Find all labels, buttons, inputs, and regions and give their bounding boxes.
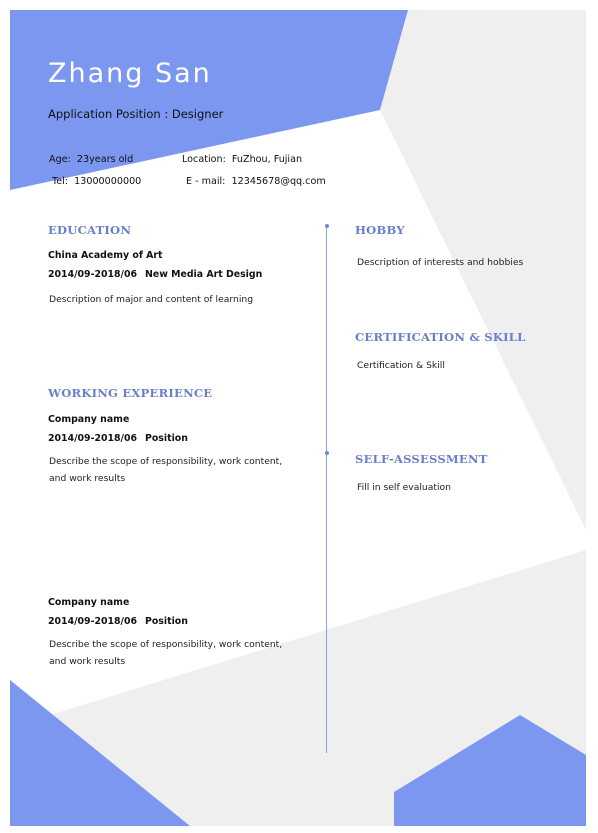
certification-title: CERTIFICATION & SKILL: [355, 330, 526, 344]
email-value: 12345678@qq.com: [231, 176, 326, 187]
education-title: EDUCATION: [48, 223, 132, 237]
resume-page: [10, 10, 586, 826]
work-desc-line1: Describe the scope of responsibility, work content,: [49, 639, 283, 650]
divider-dot-middle: [325, 451, 329, 455]
work-title: WORKING EXPERIENCE: [48, 386, 213, 400]
location-row: [182, 154, 302, 165]
education-description: Description of major and content of learning: [49, 294, 254, 305]
certification-description: Certification & Skill: [357, 360, 445, 371]
work-period: 2014/09-2018/06: [48, 616, 138, 627]
work-desc-line2: and work results: [49, 473, 126, 484]
work-desc-line1: Describe the scope of responsibility, work content,: [49, 456, 283, 467]
age-value: 23years old: [76, 154, 134, 165]
location-label: Location:: [182, 154, 226, 165]
column-divider: [326, 228, 327, 753]
age-label: Age:: [49, 154, 71, 165]
education-school: China Academy of Art: [48, 250, 163, 261]
application-position-value: Designer: [171, 107, 224, 121]
tel-value: 13000000000: [74, 176, 142, 187]
work-position: Position: [145, 433, 188, 444]
work-company: Company name: [48, 597, 130, 608]
education-period: 2014/09-2018/06: [48, 269, 138, 280]
age-row: [49, 154, 133, 165]
work-position: Position: [145, 616, 188, 627]
tel-row: [52, 176, 141, 187]
work-company: Company name: [48, 414, 130, 425]
education-major: New Media Art Design: [145, 269, 263, 280]
hobby-title: HOBBY: [355, 223, 405, 237]
divider-dot-top: [325, 224, 329, 228]
tel-label: Tel:: [52, 176, 69, 187]
self-assessment-title: SELF-ASSESSMENT: [355, 452, 488, 466]
work-period: 2014/09-2018/06: [48, 433, 138, 444]
hobby-description: Description of interests and hobbies: [357, 257, 524, 268]
candidate-name: Zhang San: [48, 58, 212, 89]
self-assessment-description: Fill in self evaluation: [357, 482, 451, 493]
application-position: Application Position : Designer: [48, 107, 224, 121]
email-row: [186, 176, 326, 187]
email-label: E - mail:: [186, 176, 226, 187]
work-desc-line2: and work results: [49, 656, 126, 667]
application-position-label: Application Position: [48, 107, 161, 121]
location-value: FuZhou, Fujian: [231, 154, 303, 165]
